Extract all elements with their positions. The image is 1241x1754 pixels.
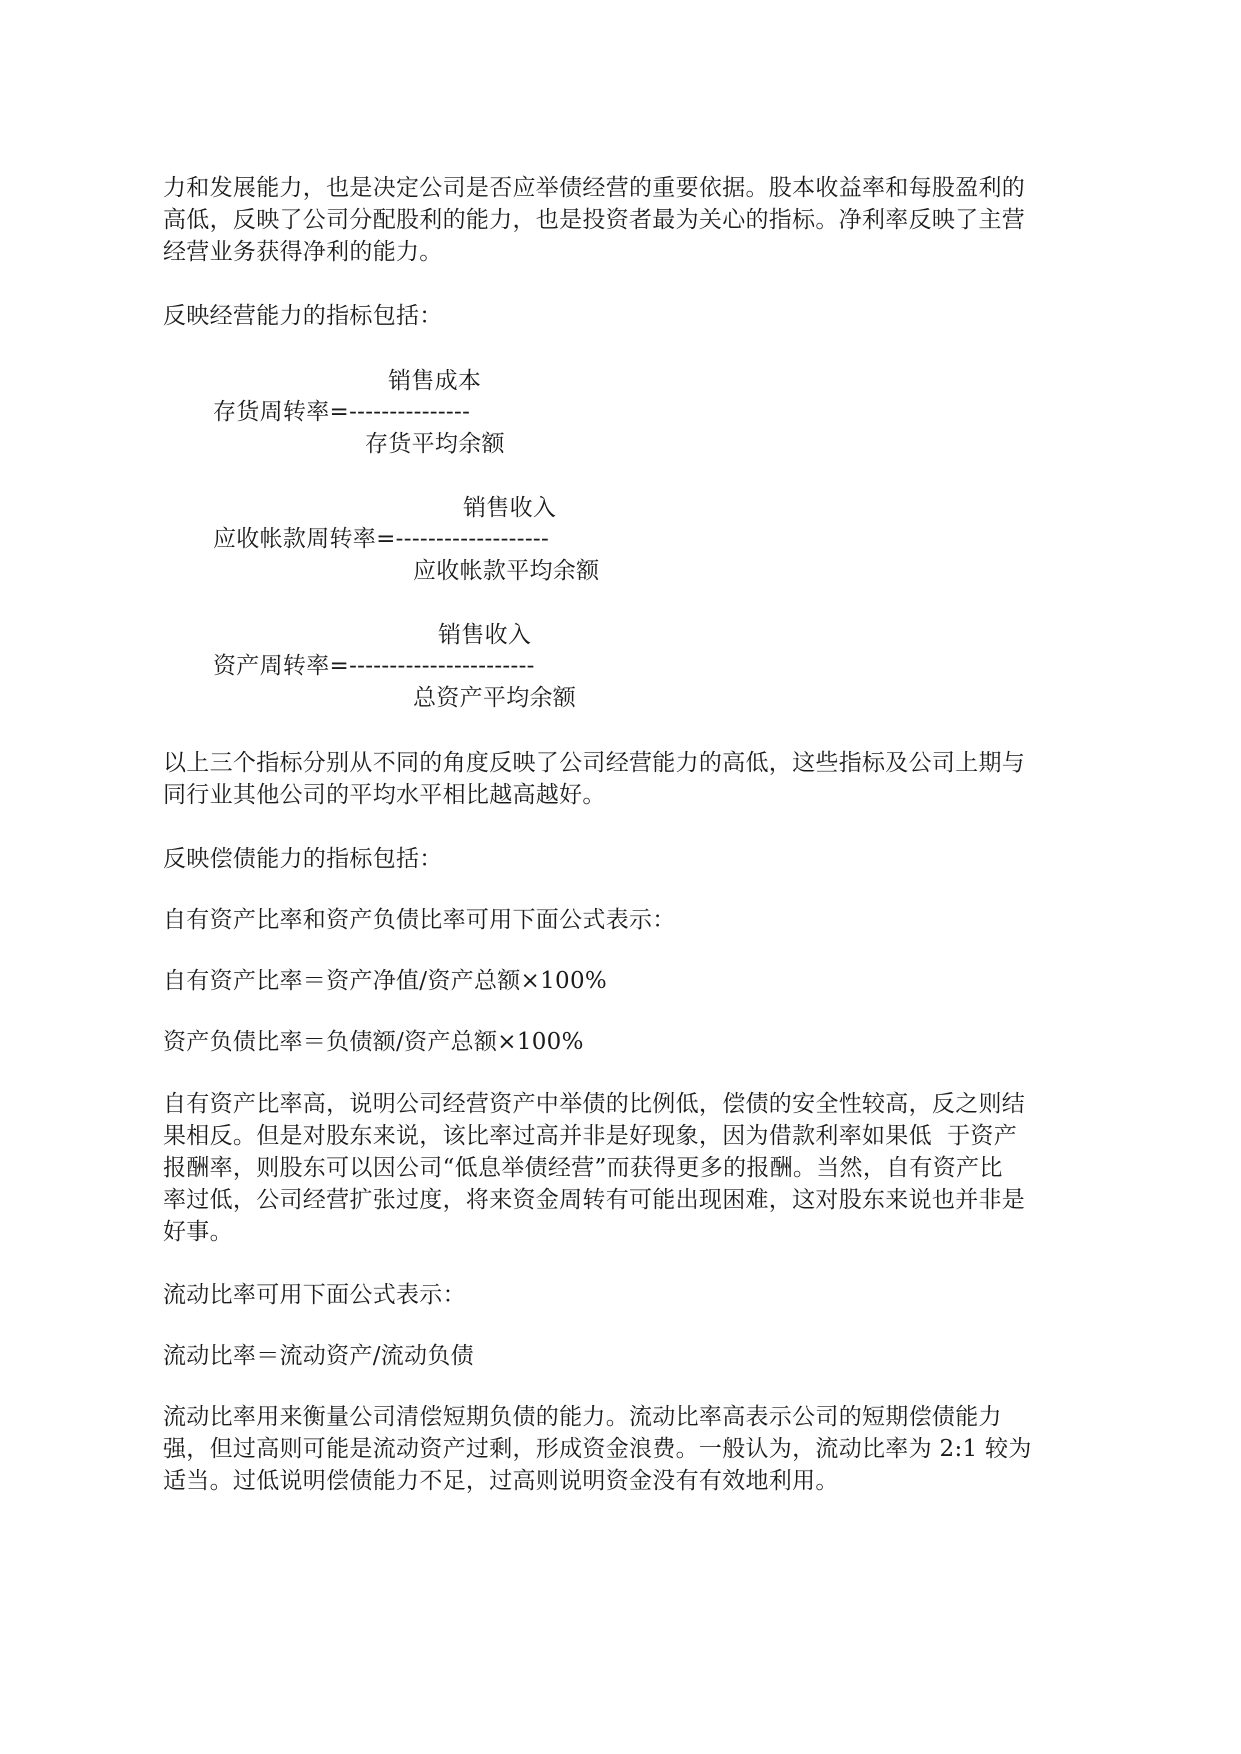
paragraph-4-line-3: 适当。过低说明偿债能力不足，过高则说明资金没有有效地利用。 <box>163 1468 839 1494</box>
paragraph-4-line-2: 强，但过高则可能是流动资产过剩，形成资金浪费。一般认为，流动比率为 2:1 较为 <box>163 1436 1032 1462</box>
paragraph-1-line-2: 高低，反映了公司分配股利的能力，也是投资者最为关心的指标。净利率反映了主营 <box>163 207 1026 233</box>
paragraph-1-line-3: 经营业务获得净利的能力。 <box>163 239 443 265</box>
paragraph-3-line-4: 率过低，公司经营扩张过度，将来资金周转有可能出现困难，这对股东来说也并非是 <box>163 1187 1026 1213</box>
paragraph-1-line-1: 力和发展能力，也是决定公司是否应举债经营的重要依据。股本收益率和每股盈利的 <box>163 175 1026 201</box>
paragraph-3-line-2: 果相反。但是对股东来说，该比率过高并非是好现象，因为借款利率如果低 于资产 <box>163 1123 1018 1149</box>
heading-operating-ability: 反映经营能力的指标包括： <box>163 303 443 329</box>
paragraph-2-line-2: 同行业其他公司的平均水平相比越高越好。 <box>163 782 606 808</box>
formula-receivables-numerator: 销售收入 <box>463 495 557 521</box>
formula-inventory-numerator: 销售成本 <box>388 368 482 394</box>
paragraph-4-line-1: 流动比率用来衡量公司清偿短期负债的能力。流动比率高表示公司的短期偿债能力 <box>163 1404 1002 1430</box>
paragraph-3-line-3: 报酬率，则股东可以因公司“低息举债经营”而获得更多的报酬。当然，自有资产比 <box>163 1155 1003 1181</box>
formula-assets-denominator: 总资产平均余额 <box>413 685 577 711</box>
paragraph-3-line-1: 自有资产比率高，说明公司经营资产中举债的比例低，偿债的安全性较高，反之则结 <box>163 1091 1026 1117</box>
formula-inventory-lhs: 存货周转率=--------------- <box>213 399 471 425</box>
paragraph-2-line-1: 以上三个指标分别从不同的角度反映了公司经营能力的高低，这些指标及公司上期与 <box>163 750 1026 776</box>
formula-receivables-lhs: 应收帐款周转率=------------------- <box>213 526 550 552</box>
formula-assets-lhs: 资产周转率=----------------------- <box>213 653 535 679</box>
formula-equity-ratio: 自有资产比率＝资产净值/资产总额×100% <box>163 968 608 994</box>
formula-inventory-denominator: 存货平均余额 <box>365 431 505 457</box>
paragraph-3-line-5: 好事。 <box>163 1219 233 1245</box>
formula-debt-ratio: 资产负债比率＝负债额/资产总额×100% <box>163 1029 584 1055</box>
text-column <box>163 0 1071 1754</box>
heading-solvency: 反映偿债能力的指标包括： <box>163 846 443 872</box>
intro-ratios: 自有资产比率和资产负债比率可用下面公式表示： <box>163 907 676 933</box>
intro-current-ratio: 流动比率可用下面公式表示： <box>163 1282 466 1308</box>
formula-assets-numerator: 销售收入 <box>438 622 532 648</box>
formula-current-ratio: 流动比率＝流动资产/流动负债 <box>163 1343 474 1369</box>
formula-receivables-denominator: 应收帐款平均余额 <box>413 558 600 584</box>
